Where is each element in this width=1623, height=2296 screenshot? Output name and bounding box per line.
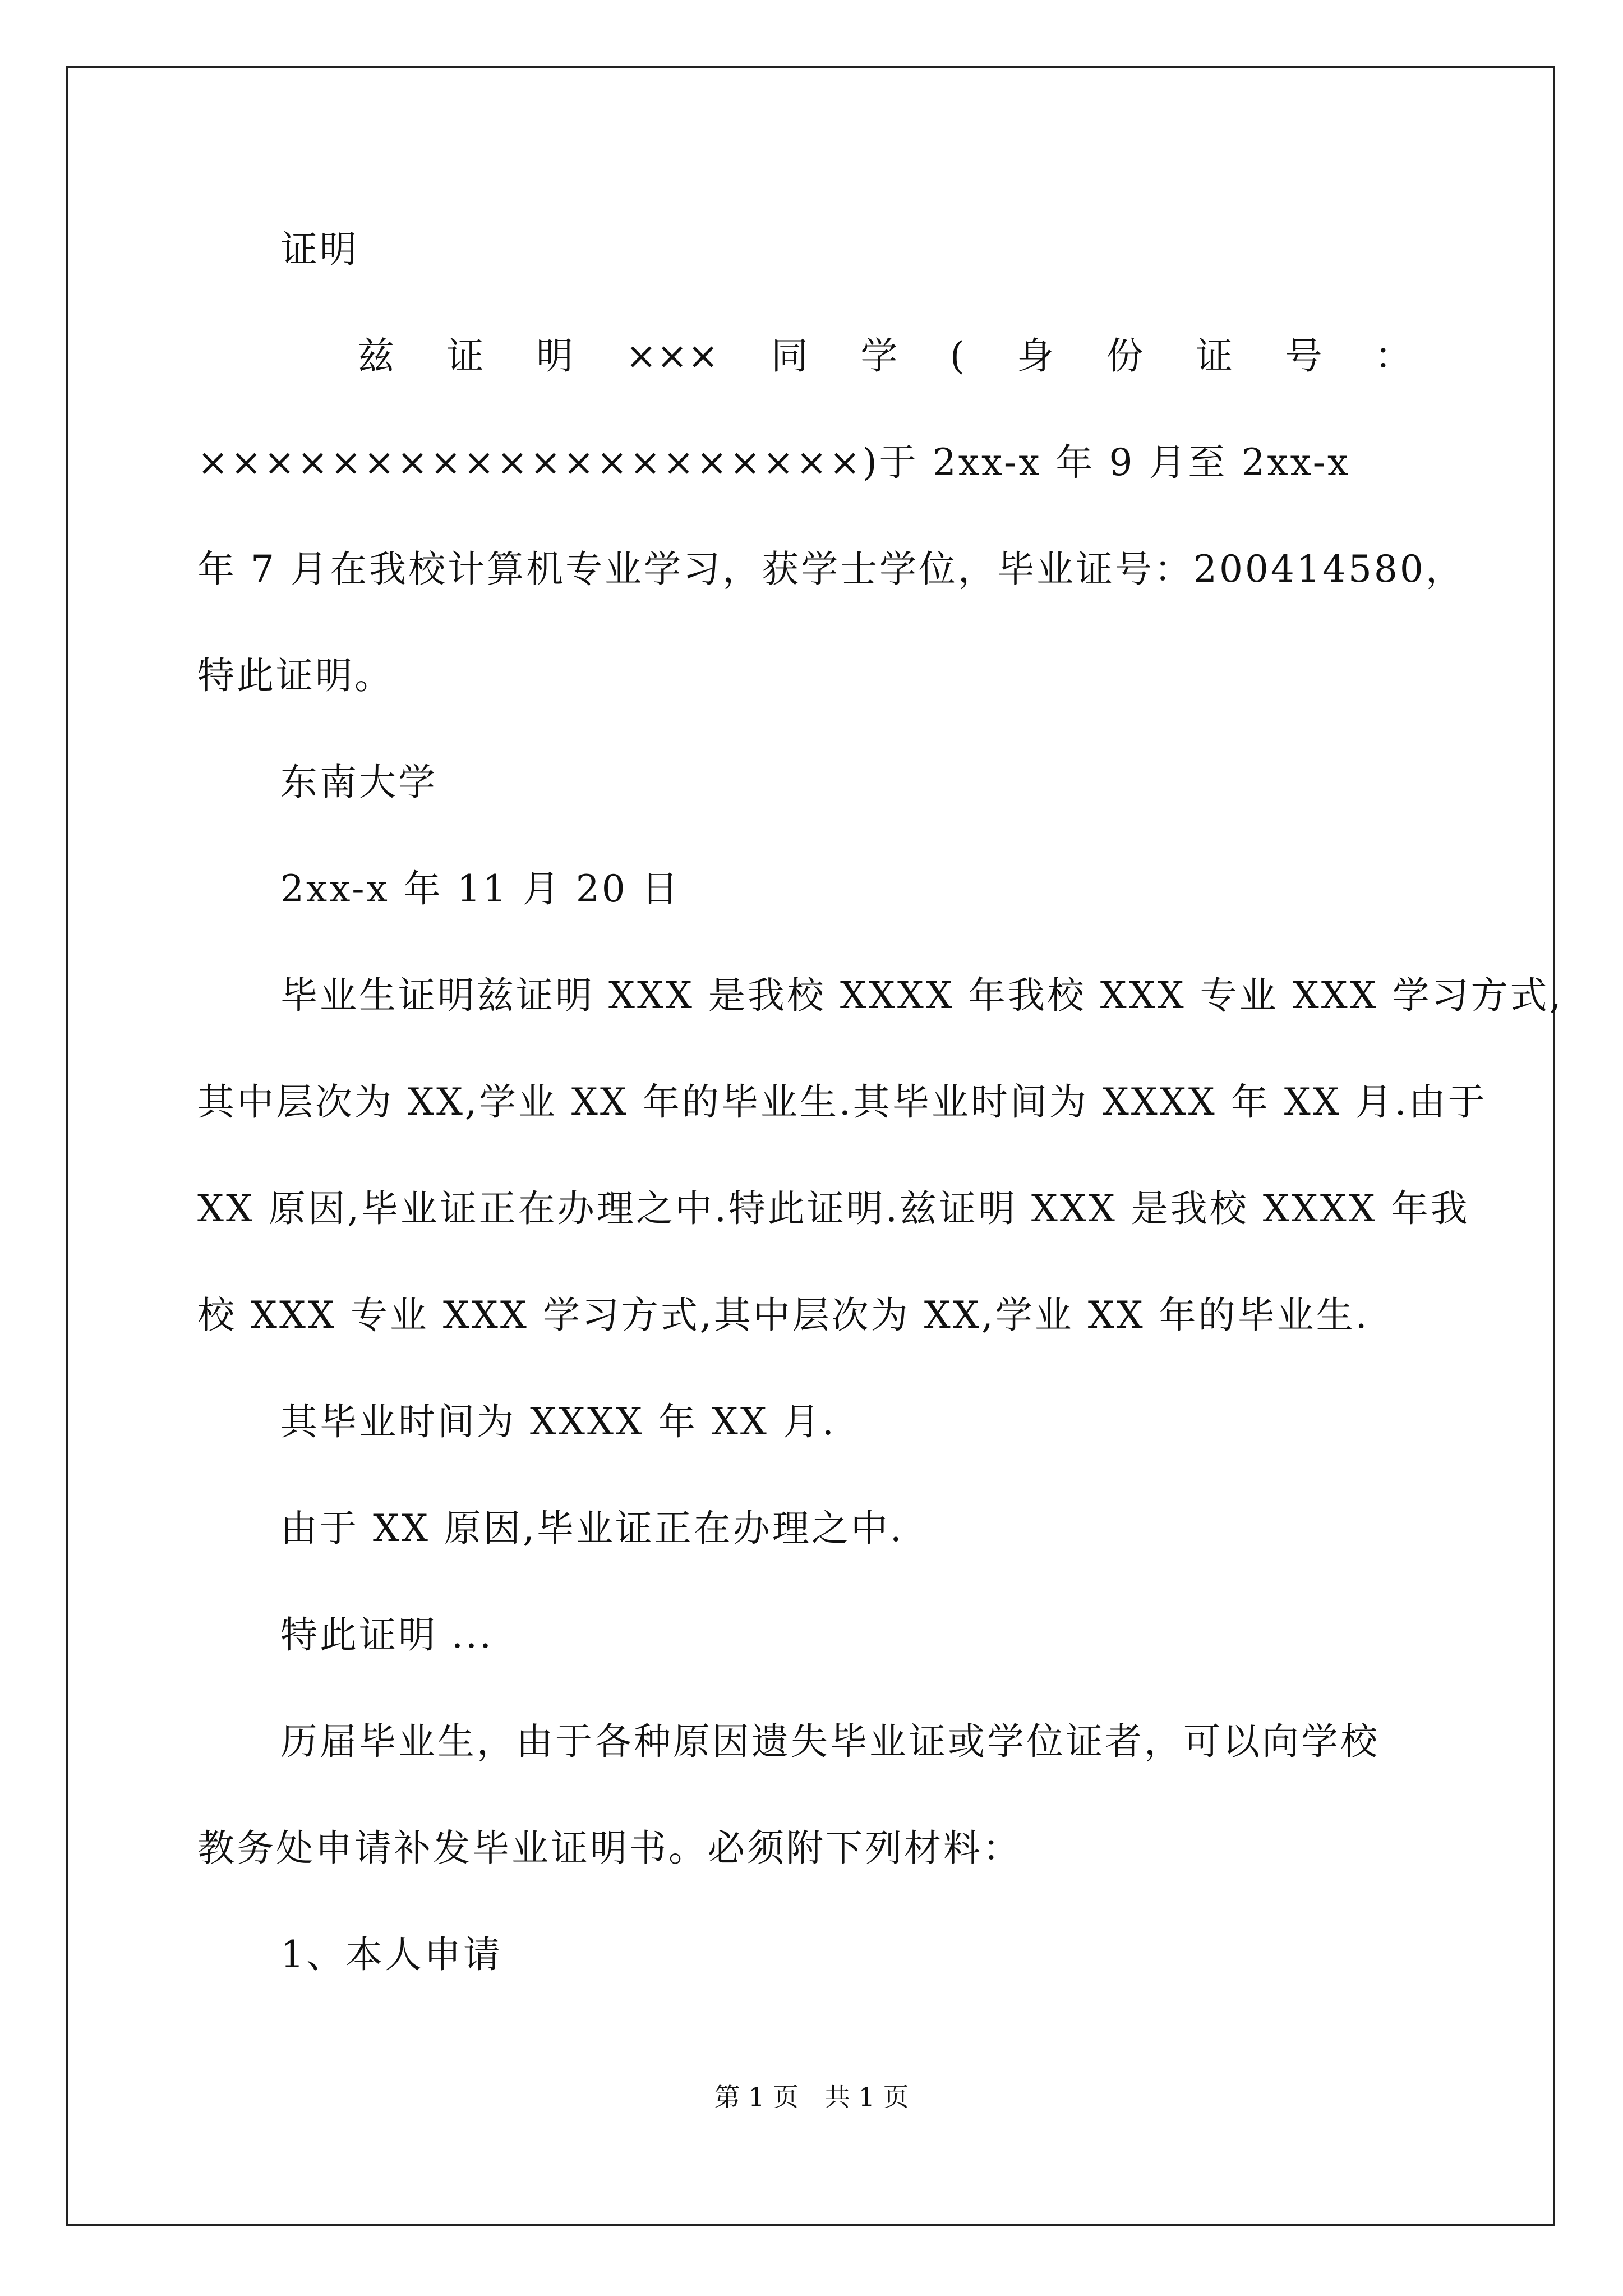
id-token: 号 bbox=[1285, 334, 1322, 378]
id-token: 明 bbox=[536, 334, 573, 378]
paragraph-line: ××××××××××××××××××××)于 2xx-x 年 9 月至 2xx-x bbox=[197, 441, 1351, 484]
id-token: 份 bbox=[1106, 334, 1144, 378]
paragraph-line: 由于 XX 原因,毕业证正在办理之中. bbox=[280, 1507, 904, 1550]
id-token: 兹 bbox=[357, 334, 394, 378]
page-footer: 第 1 页 共 1 页 bbox=[714, 2082, 909, 2112]
id-token: 证 bbox=[1196, 334, 1233, 378]
id-token: ××× bbox=[625, 334, 719, 378]
paragraph-line: 其毕业时间为 XXXX 年 XX 月. bbox=[280, 1400, 836, 1443]
id-token: ( bbox=[949, 334, 965, 378]
document-heading: 证明 bbox=[280, 228, 359, 271]
paragraph-line: 校 XXX 专业 XXX 学习方式,其中层次为 XX,学业 XX 年的毕业生. bbox=[197, 1294, 1370, 1337]
paragraph-line: 其中层次为 XX,学业 XX 年的毕业生.其毕业时间为 XXXX 年 XX 月.由于 bbox=[197, 1080, 1487, 1124]
id-line bbox=[357, 331, 1412, 381]
paragraph-line: 历届毕业生，由于各种原因遗失毕业证或学位证者，可以向学校 bbox=[280, 1720, 1380, 1763]
id-token: 学 bbox=[860, 334, 898, 378]
paragraph-line: 教务处申请补发毕业证明书。必须附下列材料： bbox=[197, 1826, 1022, 1870]
id-token: 同 bbox=[771, 334, 808, 378]
id-token: ： bbox=[1374, 334, 1412, 378]
signature-date: 2xx-x 年 11 月 20 日 bbox=[280, 867, 681, 910]
id-token: 身 bbox=[1017, 334, 1054, 378]
list-item: 1、本人申请 bbox=[280, 1933, 502, 1976]
paragraph-line: 特此证明。 bbox=[197, 654, 394, 697]
paragraph-line: 年 7 月在我校计算机专业学习，获学士学位，毕业证号：200414580， bbox=[197, 547, 1465, 591]
paragraph-line: 毕业生证明兹证明 XXX 是我校 XXXX 年我校 XXX 专业 XXX 学习方式, bbox=[280, 974, 1564, 1017]
paragraph-line: XX 原因,毕业证正在办理之中.特此证明.兹证明 XXX 是我校 XXXX 年我 bbox=[197, 1187, 1470, 1230]
paragraph-line: 特此证明 ... bbox=[280, 1613, 494, 1657]
page-border bbox=[66, 66, 1555, 2226]
id-token: 证 bbox=[446, 334, 484, 378]
signature-org: 东南大学 bbox=[280, 761, 437, 804]
